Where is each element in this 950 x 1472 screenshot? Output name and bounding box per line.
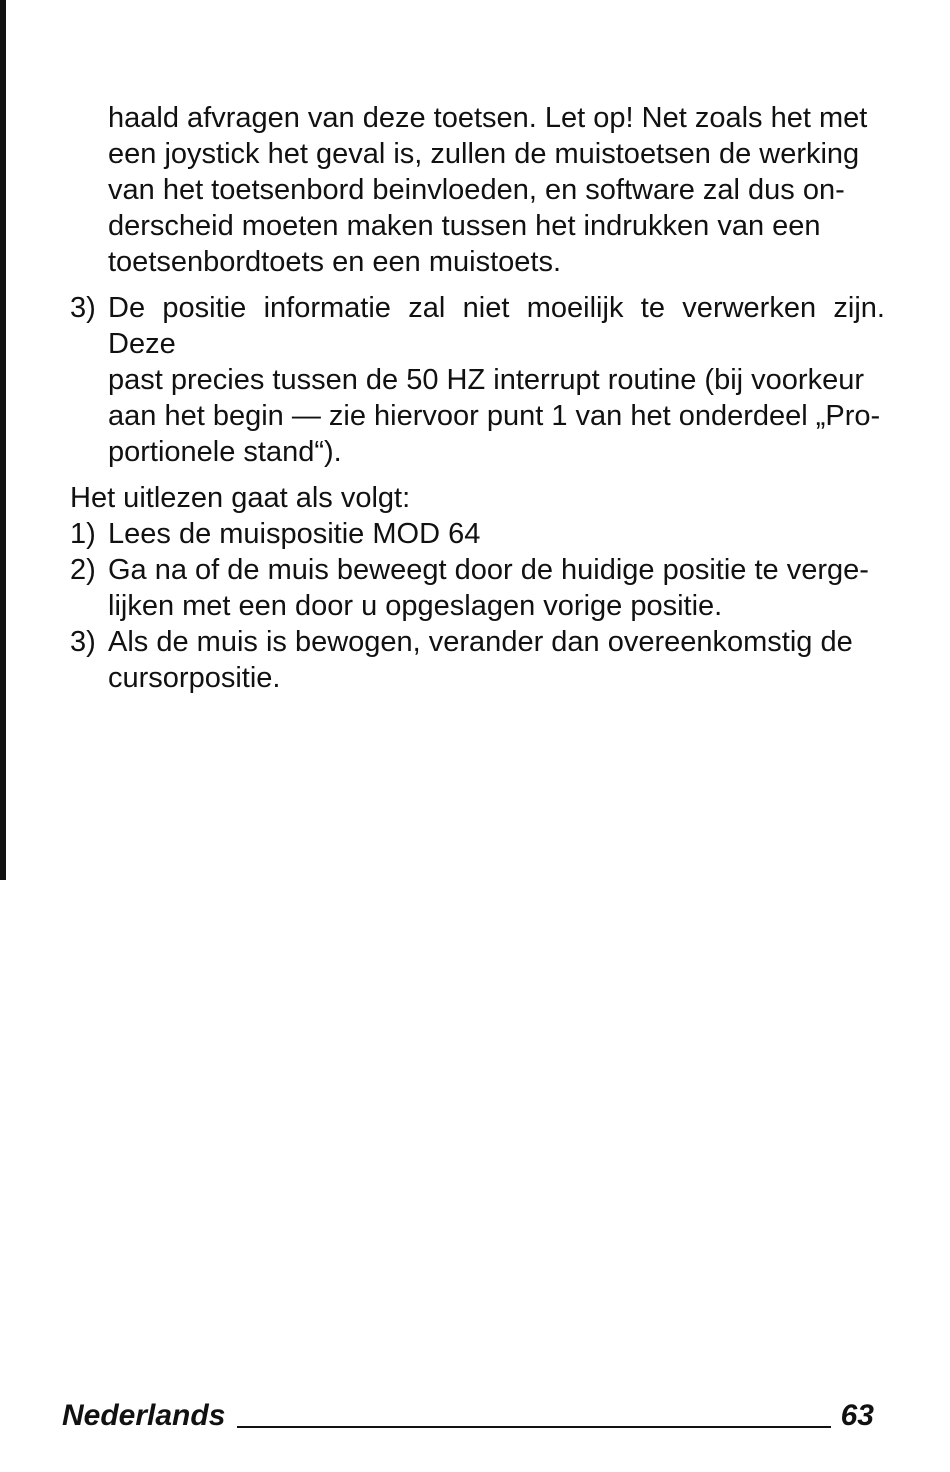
- page-body: [70, 100, 885, 696]
- list-item-step-3: [70, 624, 885, 696]
- footer-language: Nederlands: [62, 1399, 226, 1432]
- text-line: toetsenbordtoets en een muistoets.: [108, 246, 562, 278]
- page-footer: [62, 1398, 874, 1434]
- text-line: Ga na of de muis beweegt door de huidige positie te verge-: [108, 554, 869, 586]
- list-number: 3): [70, 626, 96, 658]
- list-text: [108, 516, 885, 552]
- intro-text: Het uitlezen gaat als volgt:: [70, 482, 411, 514]
- footer-rule: [237, 1426, 830, 1428]
- list-item-step-1: [70, 516, 885, 552]
- text-line: De positie informatie zal niet moeilijk te verwerken zijn. Deze: [108, 292, 885, 360]
- list-number: 3): [70, 292, 96, 324]
- text-line: aan het begin — zie hiervoor punt 1 van het onderdeel „Pro-: [108, 400, 881, 432]
- list-item-point-3: [70, 290, 885, 470]
- page-edge-shadow: [0, 0, 6, 880]
- list-text: [108, 290, 885, 470]
- text-line: haald afvragen van deze toetsen. Let op! Net zoals het met: [108, 102, 868, 134]
- list-number: 2): [70, 554, 96, 586]
- continued-paragraph: [70, 100, 885, 280]
- text-line: een joystick het geval is, zullen de muistoetsen de werking: [108, 138, 860, 170]
- text-line: Lees de muispositie MOD 64: [108, 518, 481, 550]
- text-line: portionele stand“).: [108, 436, 342, 468]
- text-line: Als de muis is bewogen, verander dan overeenkomstig de: [108, 626, 853, 658]
- list-number: 1): [70, 518, 96, 550]
- list-text: [108, 624, 885, 696]
- page-number: 63: [840, 1399, 874, 1432]
- text-line: lijken met een door u opgeslagen vorige positie.: [108, 590, 723, 622]
- list-text: [108, 552, 885, 624]
- text-line: van het toetsenbord beinvloeden, en software zal dus on-: [108, 174, 845, 206]
- text-line: derscheid moeten maken tussen het indrukken van een: [108, 210, 821, 242]
- text-line: cursorpositie.: [108, 662, 281, 694]
- list-item-step-2: [70, 552, 885, 624]
- text-line: past precies tussen de 50 HZ interrupt routine (bij voorkeur: [108, 364, 864, 396]
